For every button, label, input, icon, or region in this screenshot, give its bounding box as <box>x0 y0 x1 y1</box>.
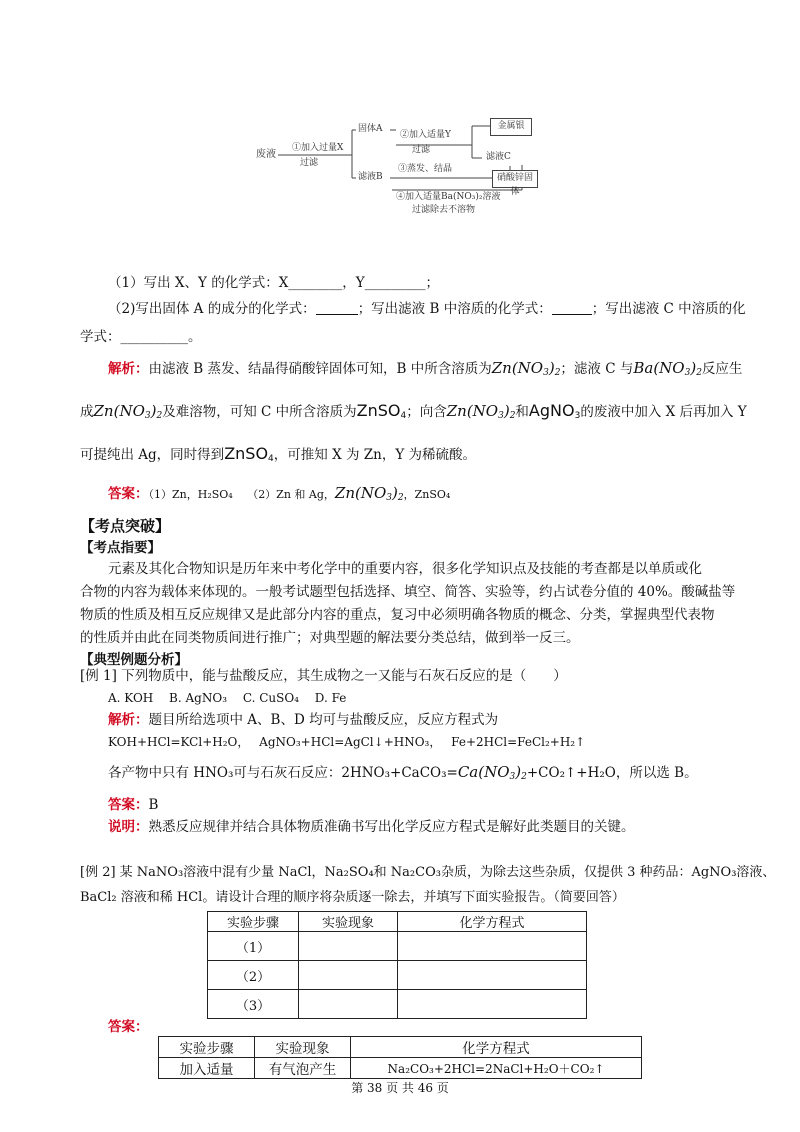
table-cell-blank <box>299 990 398 1019</box>
analysis-line-3 <box>80 444 476 469</box>
table-cell-blank <box>299 932 398 961</box>
flow-solid-a: 固体A <box>358 124 383 134</box>
note-text: 熟悉反应规律并结合具体物质准确书写出化学反应方程式是解好此类题目的关键。 <box>148 819 635 835</box>
analysis-text: ；向含 <box>406 404 447 420</box>
flow-step4b: 过滤除去不溶物 <box>412 205 476 215</box>
formula-zn-no3: $Zn(NO_3)_2$ <box>491 359 561 378</box>
table-row-step: （2） <box>208 961 299 990</box>
flow-step3: ③蒸发、结晶 <box>398 164 453 174</box>
q2-part-c: ；写出滤液 C 中溶质的化 <box>591 301 746 317</box>
flowchart-lines <box>0 0 800 240</box>
formula-zn-no3: $Zn(NO_3)_2$ <box>446 402 516 421</box>
table-cell-blank <box>398 961 587 990</box>
kaodian-paragraph-3: 物质的性质及相互反应规律又是此部分内容的重点，复习中必须明确各物质的概念、分类，掌握典型代表物 <box>80 607 715 623</box>
formula-agno3: AgNO$_3$ <box>528 401 581 421</box>
analysis-text: 各产物中只有 HNO₃可与石灰石反应：2HNO₃+CaCO₃= <box>108 765 458 781</box>
flow-out-zinc-nitrate: 硝酸锌固体 <box>492 170 538 188</box>
analysis-text: 成 <box>80 404 94 420</box>
flow-step1: ①加入过量X <box>292 143 344 153</box>
table-row-step: （1） <box>208 932 299 961</box>
analysis-text: +CO₂↑+H₂O，所以选 B。 <box>526 765 698 781</box>
example-1-note <box>108 817 635 837</box>
flowchart <box>0 0 800 240</box>
table-header: 化学方程式 <box>398 912 587 932</box>
kaodian-paragraph-1: 元素及其化合物知识是历年来中考化学中的重要内容，很多化学知识点及技能的考查都是以单质或化 <box>108 561 702 577</box>
formula-znso4: ZnSO$_4$ <box>224 444 274 464</box>
flow-step1b: 过滤 <box>300 158 319 168</box>
analysis-text: 可提纯出 Ag，同时得到 <box>80 447 225 463</box>
table-cell: Na₂CO₃+2HCl=2NaCl+H₂O＋CO₂↑ <box>351 1058 642 1079</box>
analysis-text: ，可推知 X 为 Zn，Y 为稀硫酸。 <box>273 447 477 463</box>
analysis-text: 反应生 <box>701 361 743 377</box>
flow-step2: ②加入适量Y <box>400 130 451 140</box>
flow-out-silver: 金属银 <box>490 118 532 136</box>
question-2 <box>108 299 746 319</box>
flow-start: 废液 <box>256 149 276 160</box>
analysis-label: 解析： <box>108 361 149 377</box>
blank <box>552 300 592 315</box>
table-header: 实验步骤 <box>159 1037 255 1058</box>
answer-label: 答案： <box>108 486 149 502</box>
section-title-examples: 【典型例题分析】 <box>80 652 188 668</box>
table-header: 实验现象 <box>255 1037 351 1058</box>
answer-1 <box>108 483 450 508</box>
table-header: 实验现象 <box>299 912 398 932</box>
q2-part-a: （2)写出固体 A 的成分的化学式： <box>108 301 316 317</box>
answer-report-table <box>158 1036 642 1079</box>
note-label: 说明： <box>108 819 149 835</box>
answer-label: 答案： <box>108 797 149 813</box>
example-1-conclusion <box>108 762 698 787</box>
example-1-question: [例 1] 下列物质中，能与盐酸反应，其生成物之一又能与石灰石反应的是（ ） <box>80 668 567 684</box>
answer-text: B <box>148 797 159 813</box>
table-cell-blank <box>299 961 398 990</box>
example-2-answer-label: 答案： <box>108 1019 149 1035</box>
kaodian-paragraph-2: 合物的内容为载体来体现的。一般考试题型包括选择、填空、简答、实验等，约占试卷分值的 40%。酸碱盐等 <box>80 584 736 600</box>
table-cell-blank <box>398 932 587 961</box>
example-1-equations: KOH+HCl=KCl+H₂O， AgNO₃+HCl=AgCl↓+HNO₃， Fe+2HCl=FeCl₂+H₂↑ <box>108 735 586 749</box>
formula-zn-no3: $Zn(NO_3)_2$ <box>93 402 163 421</box>
example-2-line-2: BaCl₂ 溶液和稀 HCl。请设计合理的顺序将杂质逐一除去，并填写下面实验报告。（简要回答） <box>80 890 625 905</box>
section-title-kaodian: 【考点突破】 <box>80 517 171 535</box>
example-2-line-1: [例 2] 某 NaNO₃溶液中混有少量 NaCl，Na₂SO₄和 Na₂CO₃杂质，为除去这些杂质，仅提供 3 种药品：AgNO₃溶液、 <box>80 865 776 880</box>
formula-ba-no3: $Ba(NO_3)_2$ <box>633 359 702 378</box>
answer-text: （1）Zn，H₂SO₄ （2）Zn 和 Ag， <box>148 488 335 501</box>
example-1-analysis <box>108 710 498 730</box>
flow-step4: ④加入适量Ba(NO₃)₂溶液 <box>396 192 501 202</box>
analysis-text: 及难溶物，可知 C 中所含溶质为 <box>162 404 357 420</box>
table-cell-blank <box>398 990 587 1019</box>
question-1: （1）写出 X、Y 的化学式：X________，Y_________； <box>108 275 439 291</box>
analysis-text: 和 <box>515 404 529 420</box>
analysis-line-2 <box>80 401 747 426</box>
question-2-cont: 学式：__________。 <box>80 329 202 345</box>
flow-step2b: 过滤 <box>412 145 431 155</box>
experiment-report-table <box>207 911 587 1019</box>
analysis-text: 的废液中加入 X 后再加入 Y <box>580 404 747 420</box>
analysis-label: 解析： <box>108 712 149 728</box>
formula-znso4: ZnSO$_4$ <box>356 401 407 421</box>
q2-part-b: ；写出滤液 B 中溶质的化学式： <box>357 301 552 317</box>
table-header: 实验步骤 <box>208 912 299 932</box>
analysis-text: ；滤液 C 与 <box>560 361 634 377</box>
page-footer: 第 38 页 共 46 页 <box>351 1081 449 1095</box>
analysis-line-1 <box>108 358 742 383</box>
section-subtitle-zhiyao: 【考点指要】 <box>80 540 161 556</box>
flow-filtrate-b: 滤液B <box>358 172 383 182</box>
analysis-text: 题目所给选项中 A、B、D 均可与盐酸反应，反应方程式为 <box>148 712 499 728</box>
table-row-step: （3） <box>208 990 299 1019</box>
table-cell: 加入适量 <box>159 1058 255 1079</box>
table-cell: 有气泡产生 <box>255 1058 351 1079</box>
analysis-text: 由滤液 B 蒸发、结晶得硝酸锌固体可知，B 中所含溶质为 <box>148 361 492 377</box>
formula-zn-no3: $Zn(NO_3)_2$ <box>334 484 404 503</box>
flow-out-filtrate-c: 滤液C <box>486 152 511 162</box>
example-1-answer <box>108 795 158 815</box>
answer-text: ，ZnSO₄ <box>403 488 451 501</box>
table-header: 化学方程式 <box>351 1037 642 1058</box>
formula-ca-no3: $Ca(NO_3)_2$ <box>457 763 527 782</box>
example-1-options: A. KOH B. AgNO₃ C. CuSO₄ D. Fe <box>108 691 347 705</box>
kaodian-paragraph-4: 的性质并由此在同类物质间进行推广；对典型题的解法要分类总结，做到举一反三。 <box>80 630 580 646</box>
